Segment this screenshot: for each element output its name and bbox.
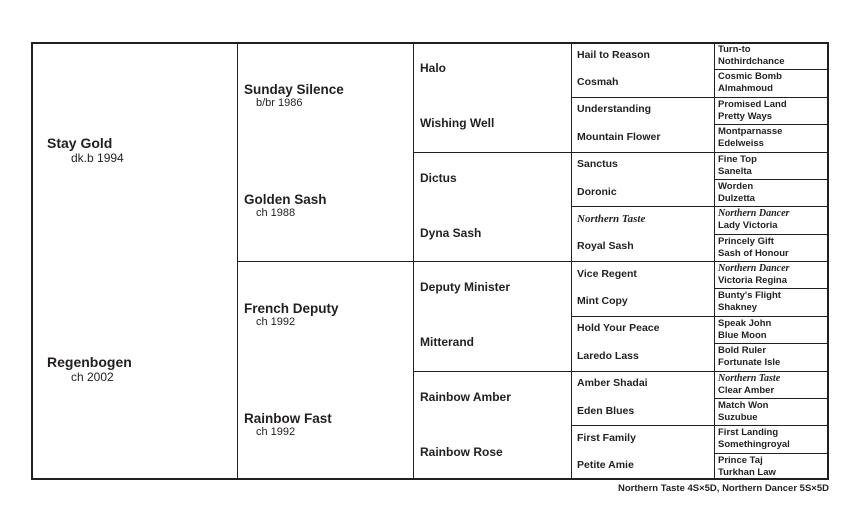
horse-name: Dictus bbox=[420, 170, 457, 185]
horse-name: Sunday Silence bbox=[244, 82, 344, 97]
horse-name: Amber Shadai bbox=[577, 377, 648, 390]
gen5-entry bbox=[718, 181, 755, 205]
inbreeding-footnote: Northern Taste 4S×5D, Northern Dancer 5S×5D bbox=[617, 483, 829, 494]
horse-name: Sanctus bbox=[577, 158, 618, 171]
gen5-entry bbox=[718, 427, 790, 451]
row-divider bbox=[714, 398, 829, 399]
horse-name: Somethingroyal bbox=[718, 439, 790, 451]
horse-name: Turkhan Law bbox=[718, 466, 776, 478]
horse-details: b/br 1986 bbox=[256, 97, 303, 109]
gen4-entry bbox=[577, 268, 637, 280]
gen5-entry bbox=[718, 236, 789, 260]
gen5-entry bbox=[718, 263, 789, 287]
horse-details: ch 2002 bbox=[71, 370, 114, 384]
sire-dam-entry bbox=[47, 354, 132, 384]
horse-name: Hail to Reason bbox=[577, 48, 650, 61]
horse-name: Petite Amie bbox=[577, 459, 634, 472]
horse-name: Northern Taste bbox=[718, 372, 781, 384]
horse-name: Blue Moon bbox=[718, 329, 767, 341]
gen4-entry bbox=[577, 213, 645, 225]
gen4-entry bbox=[577, 322, 659, 334]
horse-name: Dyna Sash bbox=[420, 225, 482, 240]
great-grandparent-entry bbox=[420, 61, 446, 75]
gen5-entry bbox=[718, 373, 780, 397]
great-grandparent-entry bbox=[420, 445, 503, 459]
horse-name: Eden Blues bbox=[577, 404, 635, 417]
horse-name: Halo bbox=[420, 61, 447, 76]
horse-name: Understanding bbox=[577, 103, 652, 116]
horse-name: Northern Taste bbox=[577, 212, 646, 225]
horse-name: Pretty Ways bbox=[718, 110, 773, 122]
horse-name: Speak John bbox=[718, 317, 772, 329]
horse-name: Fine Top bbox=[718, 153, 757, 165]
gen5-entry bbox=[718, 290, 781, 314]
horse-name: Doronic bbox=[577, 185, 617, 198]
horse-name: Bunty's Flight bbox=[718, 290, 781, 302]
row-divider bbox=[714, 206, 829, 207]
gen4-entry bbox=[577, 103, 651, 115]
horse-name: Lady Victoria bbox=[718, 220, 778, 232]
row-divider bbox=[714, 261, 829, 262]
great-grandparent-entry bbox=[420, 335, 474, 349]
grandparent-entry bbox=[244, 301, 339, 328]
horse-name: French Deputy bbox=[244, 301, 339, 316]
gen4-entry bbox=[577, 350, 639, 362]
horse-name: First Landing bbox=[718, 427, 779, 439]
horse-details: dk.b 1994 bbox=[71, 151, 124, 165]
horse-name: Cosmic Bomb bbox=[718, 71, 782, 83]
horse-name: Stay Gold bbox=[47, 135, 113, 151]
gen5-entry bbox=[718, 154, 757, 178]
gen4-entry bbox=[577, 432, 636, 444]
horse-name: Northern Dancer bbox=[718, 263, 790, 274]
horse-name: Suzubue bbox=[718, 411, 758, 423]
row-divider bbox=[714, 343, 829, 344]
row-divider bbox=[714, 179, 829, 180]
horse-name: Mitterand bbox=[420, 335, 474, 350]
grandparent-entry bbox=[244, 192, 327, 219]
gen4-entry bbox=[577, 240, 634, 252]
horse-name: Bold Ruler bbox=[718, 345, 767, 357]
great-grandparent-entry bbox=[420, 280, 510, 294]
horse-name: Shakney bbox=[718, 302, 758, 314]
gen4-entry bbox=[577, 459, 634, 471]
gen5-entry bbox=[718, 126, 782, 150]
great-grandparent-entry bbox=[420, 171, 457, 185]
horse-name: First Family bbox=[577, 431, 636, 444]
sire-dam-entry bbox=[47, 135, 124, 165]
gen4-entry bbox=[577, 295, 628, 307]
gen4-entry bbox=[577, 377, 648, 389]
gen4-entry bbox=[577, 76, 618, 88]
great-grandparent-entry bbox=[420, 116, 494, 130]
horse-name: Promised Land bbox=[718, 98, 787, 110]
horse-name: Regenbogen bbox=[47, 354, 132, 370]
horse-name: Montparnasse bbox=[718, 126, 783, 138]
horse-name: Almahmoud bbox=[718, 83, 773, 95]
horse-name: Cosmah bbox=[577, 76, 619, 89]
horse-name: Victoria Regina bbox=[718, 275, 787, 286]
grandparent-entry bbox=[244, 82, 344, 109]
horse-name: Dulzetta bbox=[718, 192, 755, 204]
horse-name: Sanelta bbox=[718, 165, 752, 177]
gen5-entry bbox=[718, 345, 780, 369]
horse-name: Worden bbox=[718, 180, 754, 192]
gen5-entry bbox=[718, 208, 789, 232]
horse-name: Golden Sash bbox=[244, 192, 327, 207]
horse-name: Rainbow Fast bbox=[244, 411, 332, 426]
gen5-entry bbox=[718, 455, 776, 479]
horse-name: Match Won bbox=[718, 399, 769, 411]
horse-name: Royal Sash bbox=[577, 240, 634, 253]
gen4-entry bbox=[577, 158, 618, 170]
horse-name: Hold Your Peace bbox=[577, 322, 660, 335]
gen5-entry bbox=[718, 99, 787, 123]
horse-details: ch 1988 bbox=[256, 207, 296, 219]
horse-name: Laredo Lass bbox=[577, 349, 639, 362]
horse-name: Edelweiss bbox=[718, 138, 764, 150]
horse-details: ch 1992 bbox=[256, 316, 296, 328]
gen4-entry bbox=[577, 405, 634, 417]
grandparent-entry bbox=[244, 411, 332, 438]
horse-name: Mint Copy bbox=[577, 295, 628, 308]
row-divider bbox=[714, 425, 829, 426]
horse-details: ch 1992 bbox=[256, 426, 296, 438]
horse-name: Nothirdchance bbox=[718, 56, 785, 67]
horse-name: Rainbow Amber bbox=[420, 389, 511, 404]
horse-name: Prince Taj bbox=[718, 454, 763, 466]
horse-name: Deputy Minister bbox=[420, 280, 511, 295]
horse-name: Mountain Flower bbox=[577, 130, 661, 143]
great-grandparent-entry bbox=[420, 226, 481, 240]
horse-name: Wishing Well bbox=[420, 116, 495, 131]
gen5-entry bbox=[718, 71, 782, 95]
horse-name: Fortunate Isle bbox=[718, 357, 781, 369]
horse-name: Northern Dancer bbox=[718, 208, 790, 220]
great-grandparent-entry bbox=[420, 390, 511, 404]
horse-name: Sash of Honour bbox=[718, 247, 789, 259]
gen4-entry bbox=[577, 49, 650, 61]
horse-name: Turn-to bbox=[718, 44, 751, 55]
gen5-entry bbox=[718, 400, 769, 424]
row-divider bbox=[714, 288, 829, 289]
horse-name: Princely Gift bbox=[718, 235, 774, 247]
row-divider bbox=[714, 69, 829, 70]
horse-name: Clear Amber bbox=[718, 384, 775, 396]
row-divider bbox=[714, 124, 829, 125]
gen5-entry bbox=[718, 44, 785, 68]
gen4-entry bbox=[577, 131, 660, 143]
gen4-entry bbox=[577, 186, 617, 198]
gen5-entry bbox=[718, 318, 771, 342]
horse-name: Vice Regent bbox=[577, 267, 637, 280]
horse-name: Rainbow Rose bbox=[420, 444, 503, 459]
